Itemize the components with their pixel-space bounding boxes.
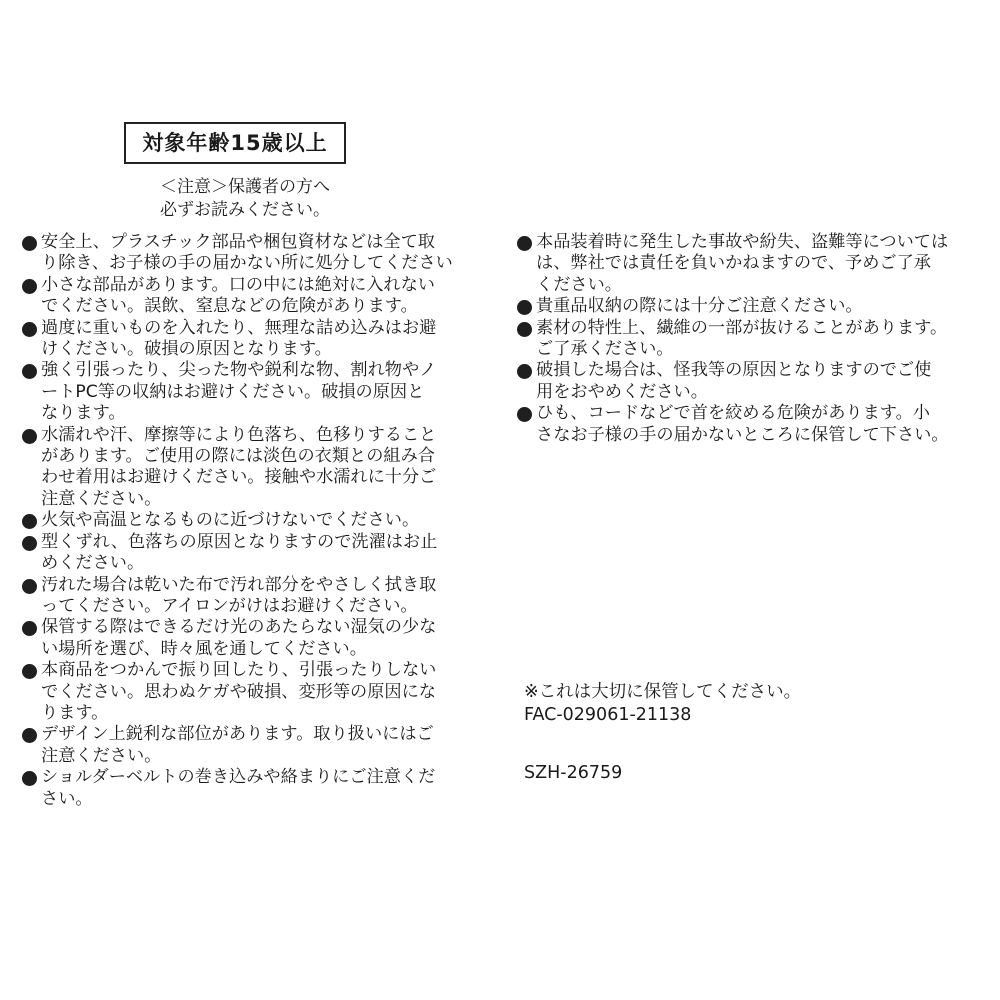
bullet-icon xyxy=(22,536,37,551)
caution-text-line: 注意ください。 xyxy=(41,745,162,766)
bullet-icon xyxy=(22,771,37,786)
caution-text-line: は、弊社では責任を負いかねますので、予めご了承 xyxy=(536,253,931,274)
bullet-icon xyxy=(22,514,37,529)
caution-text-line: 本商品をつかんで振り回したり、引張ったりしない xyxy=(41,660,437,681)
caution-text-line: 安全上、プラスチック部品や梱包資材などは全て取 xyxy=(41,232,435,252)
bullet-icon xyxy=(517,300,532,315)
caution-item xyxy=(517,232,977,296)
caution-item xyxy=(22,532,477,575)
caution-text-line: 用をおやめください。 xyxy=(536,381,708,402)
age-label-box: 対象年齢15歳以上 xyxy=(124,122,346,164)
bullet-icon xyxy=(22,429,37,444)
caution-item xyxy=(22,767,477,810)
bullet-icon xyxy=(517,407,532,422)
caution-text-line: 注意ください。 xyxy=(41,488,162,509)
bullet-icon xyxy=(517,364,532,379)
caution-text-line: わせ着用はお避けください。接触や水濡れに十分ご xyxy=(41,467,437,488)
caution-text-line: ります。 xyxy=(41,702,109,723)
caution-item xyxy=(22,360,477,424)
caution-text-line: 本品装着時に発生した事故や紛失、盗難等については xyxy=(536,232,949,252)
caution-item xyxy=(22,617,477,660)
caution-text-line: 水濡れや汗、摩擦等により色落ち、色移りすること xyxy=(41,424,437,445)
caution-text-line: 汚れた場合は乾いた布で汚れ部分をやさしく拭き取 xyxy=(41,574,437,595)
bullet-icon xyxy=(22,621,37,636)
bullet-icon xyxy=(22,579,37,594)
caution-text-line: 破損した場合は、怪我等の原因となりますのでご使 xyxy=(536,360,932,381)
caution-text-line: でください。思わぬケガや破損、変形等の原因にな xyxy=(41,681,436,702)
bullet-icon xyxy=(22,322,37,337)
product-code-1: FAC-029061-21138 xyxy=(524,705,692,725)
caution-text-line: 過度に重いものを入れたり、無理な詰め込みはお避 xyxy=(41,317,437,338)
caution-item xyxy=(22,232,477,275)
caution-list-left xyxy=(22,232,477,810)
caution-text-line: ください。 xyxy=(536,274,622,295)
caution-text-line: さなお子様の手の届かないところに保管して下さい。 xyxy=(536,424,949,445)
caution-item xyxy=(517,318,977,361)
bullet-icon xyxy=(22,279,37,294)
caution-text-line: 貴重品収納の際には十分ご注意ください。 xyxy=(536,296,863,317)
caution-text-line: デザイン上鋭利な部位があります。取り扱いにはご xyxy=(41,724,434,745)
caution-text-line: ってください。アイロンがけはお避けください。 xyxy=(41,595,418,616)
caution-text-line: ショルダーベルトの巻き込みや絡まりにご注意くだ xyxy=(41,767,436,788)
caution-item xyxy=(22,318,477,361)
caution-text-line: ひも、コードなどで首を絞める危険があります。小 xyxy=(536,403,930,424)
caution-text-line: い場所を選び、時々風を通してください。 xyxy=(41,638,367,659)
caution-text-line: でください。誤飲、窒息などの危険があります。 xyxy=(41,296,418,317)
caution-item xyxy=(517,403,977,446)
caution-text-line: けください。破損の原因となります。 xyxy=(41,339,332,360)
caution-item xyxy=(22,510,477,531)
caution-item xyxy=(22,275,477,318)
caution-item xyxy=(22,660,477,724)
caution-text-line: 素材の特性上、繊維の一部が抜けることがあります。 xyxy=(536,317,948,338)
bullet-icon xyxy=(517,236,532,251)
caution-list-right xyxy=(517,232,977,446)
product-code-2: SZH-26759 xyxy=(524,763,623,783)
bullet-icon xyxy=(22,728,37,743)
caution-text-line: さい。 xyxy=(41,788,93,809)
caution-text-line: があります。ご使用の際には淡色の衣類との組み合 xyxy=(41,446,435,467)
caution-text-line: り除き、お子様の手の届かない所に処分してください xyxy=(41,253,453,274)
bullet-icon xyxy=(22,364,37,379)
bullet-icon xyxy=(22,664,37,679)
caution-text-line: ートPC等の収納はお避けください。破損の原因と xyxy=(41,381,425,402)
notice-title: ＜注意＞保護者の方へ xyxy=(160,177,330,197)
bullet-icon xyxy=(517,322,532,337)
caution-text-line: 保管する際はできるだけ光のあたらない湿気の少な xyxy=(41,617,437,638)
caution-item xyxy=(517,296,977,317)
caution-text-line: 型くずれ、色落ちの原因となりますので洗濯はお止 xyxy=(41,531,438,552)
caution-text-line: 火気や高温となるものに近づけないでください。 xyxy=(41,510,420,531)
caution-item xyxy=(517,360,977,403)
caution-text-line: なります。 xyxy=(41,403,126,424)
caution-item xyxy=(22,425,477,511)
caution-item xyxy=(22,724,477,767)
caution-item xyxy=(22,575,477,618)
caution-text-line: 小さな部品があります。口の中には絶対に入れない xyxy=(41,274,435,295)
caution-text-line: めください。 xyxy=(41,553,145,574)
caution-text-line: 強く引張ったり、尖った物や鋭利な物、割れ物やノ xyxy=(41,360,437,381)
bullet-icon xyxy=(22,236,37,251)
notice-subtitle: 必ずお読みください。 xyxy=(160,200,330,220)
caution-text-line: ご了承ください。 xyxy=(536,339,674,360)
keep-note: ※これは大切に保管してください。 xyxy=(524,682,802,702)
